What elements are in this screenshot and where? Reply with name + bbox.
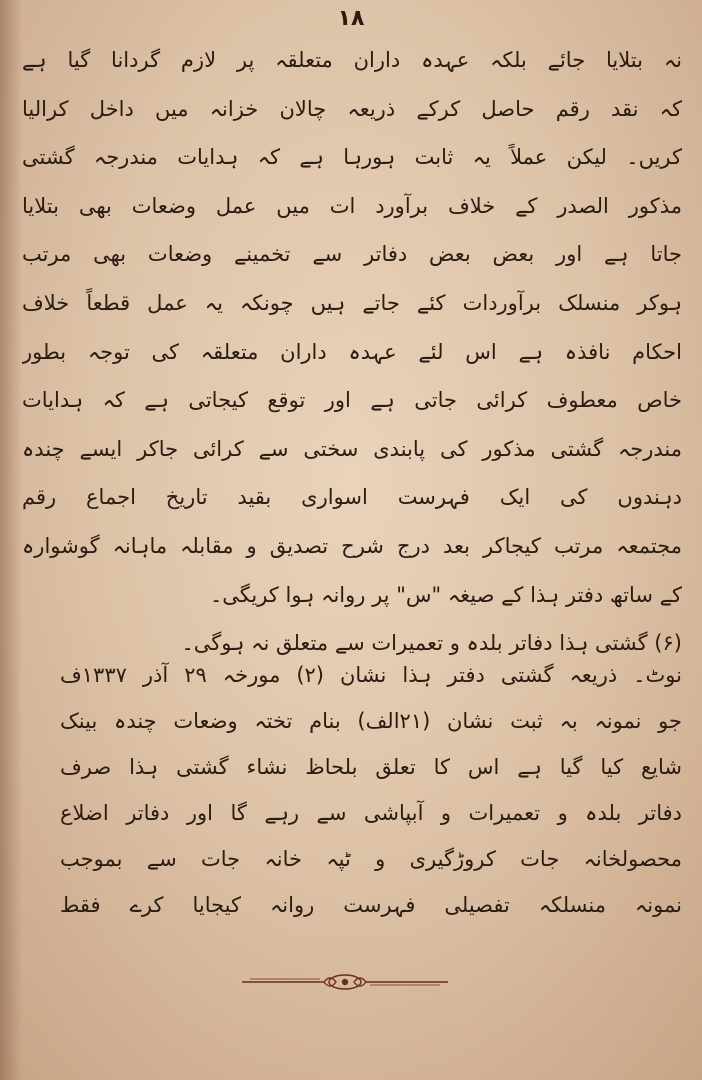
body-line: کے ساتھ دفتر ہذا کے صیغہ "س" پر روانہ ہوا کریگی۔ xyxy=(209,582,682,607)
note-line: دفاتر بلدہ و تعمیرات و آبپاشی سے رہے گا اور دفاتر اضلاع xyxy=(60,801,682,825)
note-line: شایع کیا گیا ہے اس کا تعلق بلحاظ نشاء گشتی ہذا صرف xyxy=(60,755,682,779)
body-line: کہ نقد رقم حاصل کرکے ذریعہ چالان خزانہ میں داخل کرالیا xyxy=(22,96,682,121)
body-line: ہوکر منسلک برآوردات کئے جاتے ہیں چونکہ یہ عمل قطعاً خلاف xyxy=(22,290,682,315)
body-text xyxy=(22,36,682,668)
note-line: نمونہ منسلکہ تفصیلی فہرست روانہ کیجایا کرے فقط xyxy=(60,893,682,917)
ornamental-divider xyxy=(240,970,450,994)
note-line: محصولخانہ جات کروڑگیری و ٹپہ خانہ جات سے بموجب xyxy=(60,847,682,871)
note-line: نوٹ۔ ذریعہ گشتی دفتر ہذا نشان (۲) مورخہ ۲۹ آذر ۱۳۳۷ف xyxy=(60,663,682,687)
body-line: احکام نافذہ ہے اس لئے عہدہ داران متعلقہ کی توجہ بطور xyxy=(22,339,682,364)
note-line: جو نمونہ بہ ثبت نشان (۲۱الف) بنام تختہ وضعات چندہ بینک xyxy=(60,709,682,733)
body-line: مذکور الصدر کے خلاف برآورد ات میں عمل وضعات بھی بتلایا xyxy=(22,193,682,218)
body-line: دہندوں کی ایک فہرست اسواری بقید تاریخ اجماع رقم xyxy=(22,485,682,510)
body-line: کریں۔ لیکن عملاً یہ ثابت ہورہا ہے کہ ہدایات مندرجہ گشتی xyxy=(22,145,682,170)
body-line: جاتا ہے اور بعض بعض دفاتر سے تخمینے وضعات بھی مرتب xyxy=(22,242,682,267)
body-line: نہ بتلایا جائے بلکہ عہدہ داران متعلقہ پر لازم گردانا گیا ہے xyxy=(22,48,682,72)
page-number: ۱۸ xyxy=(337,6,365,31)
body-line: مجتمعہ مرتب کیجاکر بعد درج شرح تصدیق و مقابلہ ماہانہ گوشوارہ xyxy=(22,533,682,558)
numbered-clause: (۶) گشتی ہذا دفاتر بلدہ و تعمیرات سے متعلق نہ ہوگی۔ xyxy=(181,631,682,656)
note-text xyxy=(60,652,682,928)
body-line: خاص معطوف کرائی جاتی ہے اور توقع کیجاتی ہے کہ ہدایات xyxy=(22,388,682,413)
body-line: مندرجہ گشتی مذکور کی پابندی سختی سے کرائی جاکر ایسے چندہ xyxy=(22,436,682,461)
